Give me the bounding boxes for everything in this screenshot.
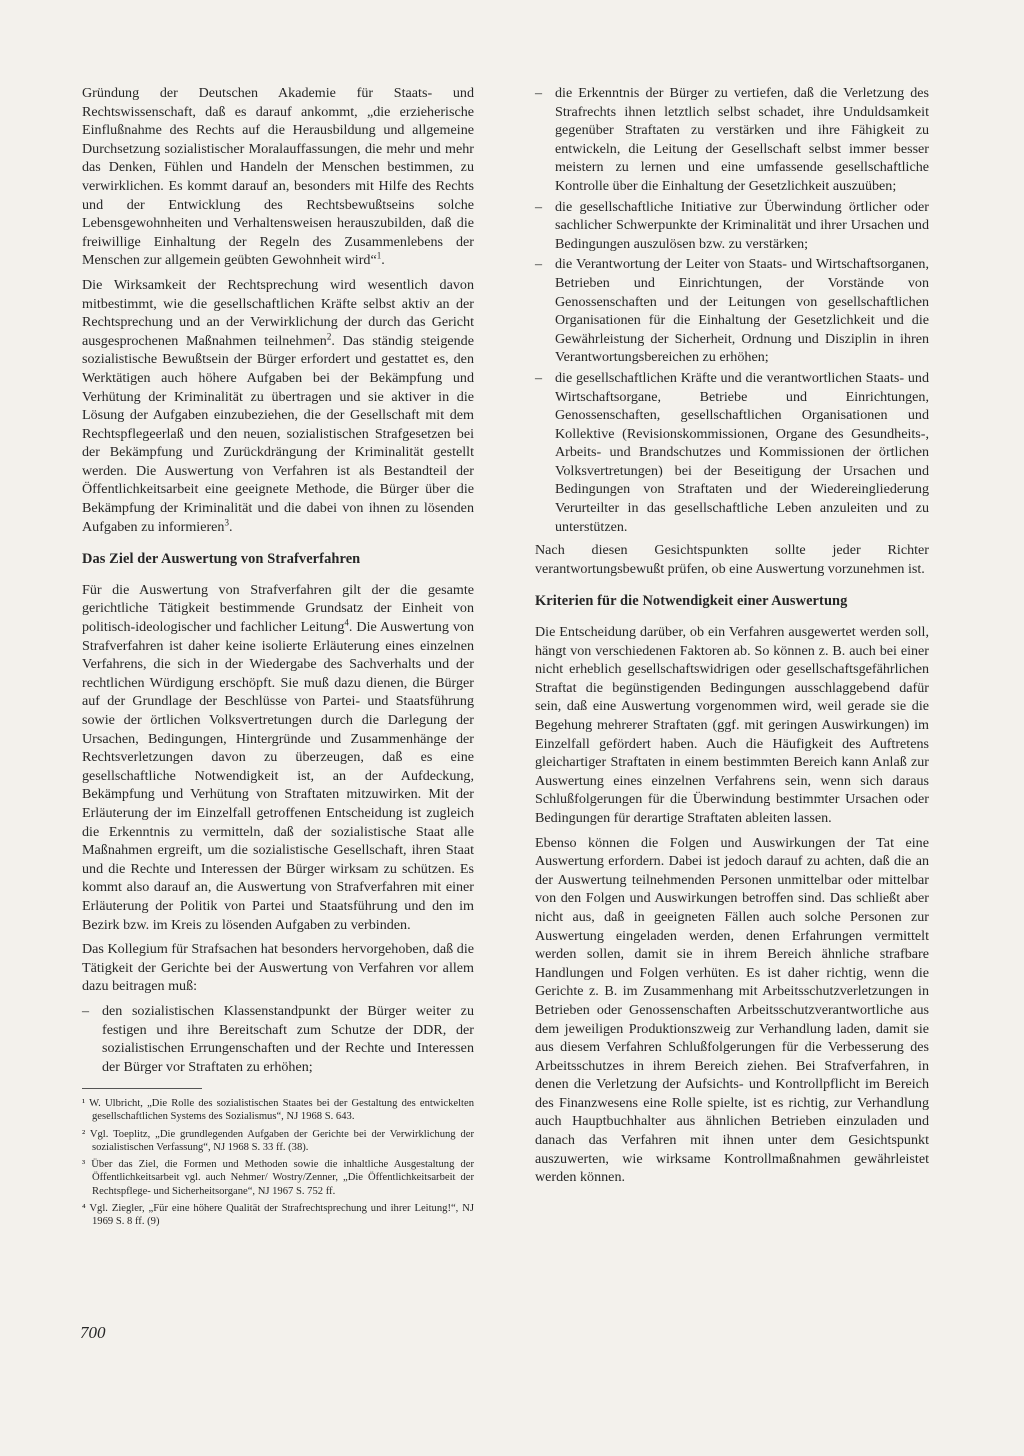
page-number: 700 xyxy=(80,1323,106,1342)
paragraph: Das Kollegium für Strafsachen hat besonders hervorgehoben, daß die Tätigkeit der Gerichte bei der Auswertung von Verfahren vor allem dazu beitragen muß: xyxy=(82,941,474,995)
footnote: ⁴ Vgl. Ziegler, „Für eine höhere Qualität der Strafrechtsprechung und ihrer Leitung!“, NJ 1969 S. 8 ff. (9) xyxy=(82,1202,474,1227)
list-item: – die Erkenntnis der Bürger zu vertiefen, daß die Verletzung des Strafrechts ihnen letztlich selbst schadet, ihre Unduldsamkeit gegenüber Straftaten zu verstärken und ihre Fähigkeit zu entwickeln, die Leitung der Gesellschaft selbst immer besser meistern zu lernen und eine umfassende gesellschaftliche Kontrolle über die Einhaltung der Gesetzlichkeit auszuüben; xyxy=(535,84,929,196)
footnote-divider xyxy=(82,1088,202,1089)
footnote-ref: 2 xyxy=(326,331,332,342)
list-item: – die gesellschaftliche Initiative zur Überwindung örtlicher oder sachlicher Schwerpunkte der Kriminalität und ihrer Ursachen und Bedingungen auszulösen bzw. zu verstärken; xyxy=(535,198,929,254)
footnote: ² Vgl. Toeplitz, „Die grundlegenden Aufgaben der Gerichte bei der Verwirklichung der sozialistischen Verfassung“, NJ 1968 S. 33 ff. (38). xyxy=(82,1128,474,1153)
footnote-ref: 3 xyxy=(224,516,229,527)
paragraph: Die Wirksamkeit der Rechtsprechung wird wesentlich davon mitbestimmt, wie die gesellschaftlichen Kräfte selbst aktiv an der Rechtsprechung und an der Verwirklichung der durch das Gericht ausgesprochenen Maßnahmen teilnehmen$^2$. Das ständig steigende sozialistische Bewußtsein der Bürger erfordert und gestattet es, den Werktätigen auch höhere Aufgaben bei der Bekämpfung und Verhütung der Kriminalität zu übertragen und sie aktiver in die Lösung der Aufgaben einzubeziehen, die der Gesellschaft mit dem Rechtspflegeerlaß und den neuen, sozialistischen Strafgesetzen bei der Bekämpfung und Zurückdrängung der Kriminalität gestellt werden. Die Auswertung von Verfahren ist als Bestandteil der Öffentlichkeitsarbeit eine geeignete Methode, die Bürger über die Bekämpfung der Kriminalität und die dabei von ihnen zu lösenden Aufgaben zu informieren$^3$. xyxy=(82,276,474,535)
footnote: ¹ W. Ulbricht, „Die Rolle des sozialistischen Staates bei der Gestaltung des entwickelten gesellschaftlichen Systems des Sozialismus“, NJ 1968 S. 643. xyxy=(82,1098,474,1123)
list-item: – die gesellschaftlichen Kräfte und die verantwortlichen Staats- und Wirtschaftsorgane, Betriebe und Einrichtungen, Genossenschaften, gesellschaftlichen Organisationen und Kollektive (Revisionskommissionen, Organe des Gesundheits-, Arbeits- und Brandschutzes und Kommissionen der örtlichen Volksvertretungen) bei der Beseitigung der Ursachen und Bedingungen von Straftaten und der Wiedereingliederung Verurteilter in das gesellschaftliche Leben anzuleiten und zu unterstützen. xyxy=(535,369,929,536)
dash-list xyxy=(82,1002,474,1076)
section-heading: Das Ziel der Auswertung von Strafverfahren xyxy=(82,551,361,568)
footnote-ref: 4 xyxy=(344,617,349,628)
left-column xyxy=(82,84,474,1232)
dash-list xyxy=(535,84,929,536)
paragraph: Gründung der Deutschen Akademie für Staats- und Rechtswissenschaft, daß es darauf ankommt, „die erzieherische Einflußnahme des Rechts auf die Herausbildung und allgemeine Durchsetzung sozialistischer Moralauffassungen, die mehr und mehr das Denken, Fühlen und Handeln der Menschen bestimmen, zu verwirklichen. Es kommt darauf an, besonders mit Hilfe des Rechts und der Entwicklung des Rechtsbewußtseins solche Lebensgewohnheiten und Verhaltensweisen herauszubilden, daß die freiwillige Einhaltung der Regeln des Zusammenlebens der Menschen zur allgemein geübten Gewohnheit wird“$^1$. xyxy=(82,85,474,269)
paragraph: Die Entscheidung darüber, ob ein Verfahren ausgewertet werden soll, hängt von verschiedenen Faktoren ab. So können z. B. auch bei einer nicht erheblich gesellschaftswidrigen oder gesellschaftsgefährlichen Straftat die begünstigenden Bedingungen ausschlaggebend dafür sein, daß eine Auswertung vorgenommen wird, weil gerade sie die Begehung mehrerer Straftaten (ggf. mit geringen Auswirkungen) im Einzelfall gefördert haben. Auch die Häufigkeit des Auftretens gleichartiger Straftaten in einem bestimmten Bereich kann Anlaß zur Auswertung eines einzelnen Verfahrens sein, wenn sich daraus Schlußfolgerungen für die Überwindung bestimmter Ursachen oder Bedingungen für derartige Straftaten ableiten lassen. xyxy=(535,624,929,826)
footnote-ref: 1 xyxy=(376,250,382,261)
paragraph: Ebenso können die Folgen und Auswirkungen der Tat eine Auswertung erfordern. Dabei ist jedoch darauf zu achten, daß die an der Auswertung teilnehmenden Personen unmittelbar oder mittelbar von den Folgen und Auswirkungen betroffen sind. Das schließt aber nicht aus, daß in geeigneten Fällen auch solche Personen zur Auswertung eingeladen werden, denen Erfahrungen vermittelt werden sollen, damit sie in ihrem Bereich ähnliche strafbare Handlungen und Folgen verhüten. Es ist daher richtig, wenn die Gerichte z. B. im Zusammenhang mit Arbeitsschutzverletzungen in Betrieben oder Genossenschaften Arbeitsschutzverantwortliche aus dem jeweiligen Produktionszweig zur Verhandlung laden, damit sie aus diesem Verfahren Schlußfolgerungen für die Verbesserung des Arbeitsschutzes in ihrem Bereich ziehen. Bei Strafverfahren, in denen die Verletzung der Aufsichts- und Kontrollpflicht im Bereich des Finanzwesens eine Rolle spielte, ist es richtig, zur Verhandlung auch Hauptbuchhalter aus ähnlichen Betrieben einzuladen und danach das Verfahren mit ihnen unter dem Gesichtspunkt auszuwerten, wie wirksame Kontrollmaßnahmen gewährleistet werden können. xyxy=(535,834,929,1186)
footnote: ³ Über das Ziel, die Formen und Methoden sowie die inhaltliche Ausgestaltung der Öffentlichkeitsarbeit vgl. auch Nehmer/ Wostry/Zenner, „Die Öffentlichkeitsarbeit der Rechtspflege- und Sicherheitsorgane“, NJ 1967 S. 752 ff. xyxy=(82,1159,474,1197)
section-heading: Kriterien für die Notwendigkeit einer Auswertung xyxy=(535,593,848,610)
footnotes xyxy=(82,1097,474,1228)
right-column xyxy=(535,84,929,1193)
paragraph: Nach diesen Gesichtspunkten sollte jeder Richter verantwortungsbewußt prüfen, ob eine Auswertung vorzunehmen ist. xyxy=(535,542,929,577)
paragraph: Für die Auswertung von Strafverfahren gilt der die gesamte gerichtliche Tätigkeit bestimmende Grundsatz der Einheit von politisch-ideologischer und fachlicher Leitung$^4$. Die Auswertung von Strafverfahren ist daher keine isolierte Erläuterung eines einzelnen Verfahrens, die sich in der Wiedergabe des Sachverhalts und der rechtlichen Würdigung erschöpft. Sie muß dazu dienen, die Bürger auf der Grundlage der Beschlüsse von Partei- und Staatsführung sowie der örtlichen Volksvertretungen durch die Darlegung der Ursachen, Bedingungen, Hintergründe und Zusammenhänge der Rechtsverletzungen davon zu überzeugen, daß es eine gesellschaftliche Notwendigkeit ist, an der Aufdeckung, Bekämpfung und Verhütung von Straftaten mitzuwirken. Mit der Erläuterung der im Einzelfall getroffenen Entscheidung ist zugleich die Erkenntnis zu vermitteln, daß der sozialistische Staat alle Maßnahmen ergreift, um die sozialistische Gesellschaft, ihren Staat und die Rechte und Interessen der Bürger wirksam zu schützen. Es kommt also darauf an, die Auswertung von Strafverfahren mit einer Erläuterung der Politik von Partei und Staatsführung und den im Bezirk bzw. im Kreis zu lösenden Aufgaben zu verbinden. xyxy=(82,581,474,933)
list-item: – die Verantwortung der Leiter von Staats- und Wirtschaftsorganen, Betrieben und Einrichtungen, der Vorstände von Genossenschaften und der Leitungen von gesellschaftlichen Organisationen für die Einhaltung der Gesetzlichkeit und die Gewährleistung der Sicherheit, Ordnung und Disziplin in ihren Verantwortungsbereichen zu erhöhen; xyxy=(535,255,929,367)
list-item: – den sozialistischen Klassenstandpunkt der Bürger weiter zu festigen und ihre Bereitschaft zum Schutze der DDR, der sozialistischen Errungenschaften und der Rechte und Interessen der Bürger vor Straftaten zu erhöhen; xyxy=(82,1002,474,1076)
